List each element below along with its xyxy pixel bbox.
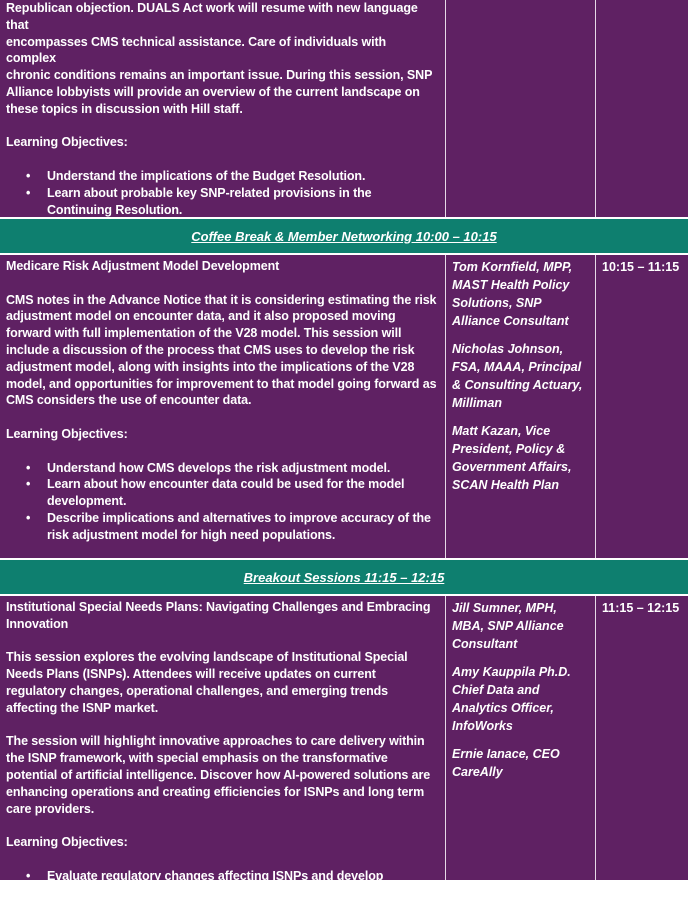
speaker-entry: Tom Kornfield, MPP, MAST Health Policy Solutions, SNP Alliance Consultant xyxy=(452,260,573,328)
session-time: 10:15 – 11:15 xyxy=(602,260,680,274)
session-description: CMS notes in the Advance Notice that it is considering estimating the risk adjustment model on encounter data, and it also proposed moving forward with full implementation of the V28 model. This session will include a discussion of the process that CMS uses to develop the risk adjustment model, along with insights into the implications of the V28 model, and opportunities for improvement to that model going forward as CMS considers the use of encounter data. xyxy=(6,292,437,408)
time-cell xyxy=(596,0,688,218)
session-title: Institutional Special Needs Plans: Navigating Challenges and Embracing Innovation xyxy=(6,600,431,631)
speaker-entry: Jill Sumner, MPH, MBA, SNP Alliance Consultant xyxy=(452,601,564,651)
agenda-row-legislative xyxy=(0,0,688,218)
time-cell xyxy=(596,255,688,559)
speaker-entry: Ernie Ianace, CEO CareAlly xyxy=(452,747,560,779)
session-description: The session will highlight innovative approaches to care delivery within the ISNP framework, with special emphasis on the transformative potential of artificial intelligence. Discover how AI-powered solutions are enhancing operations and creating efficiencies for ISNPs and long term care providers. xyxy=(6,734,431,816)
session-description-cell xyxy=(0,255,446,559)
session-time: 11:15 – 12:15 xyxy=(602,601,680,615)
session-description-cell xyxy=(0,0,446,218)
session-paragraph-line: Alliance lobbyists will provide an overview of the current landscape on xyxy=(6,84,420,99)
agenda-row-isnp xyxy=(0,596,688,917)
speaker-entry: Amy Kauppila Ph.D. Chief Data and Analytics Officer, InfoWorks xyxy=(452,665,571,733)
session-paragraph-line: encompasses CMS technical assistance. Care of individuals with complex xyxy=(6,34,387,66)
learning-objectives-heading: Learning Objectives: xyxy=(6,426,128,441)
session-paragraph-line: Republican objection. DUALS Act work will resume with new language that xyxy=(6,1,418,32)
objective-item: • Understand how CMS develops the risk adjustment model. xyxy=(47,460,439,477)
speaker-entry: Nicholas Johnson, FSA, MAAA, Principal & Consulting Actuary, Milliman xyxy=(452,342,583,410)
coffee-break-label: Coffee Break & Member Networking 10:00 – 10:15 xyxy=(191,228,497,244)
learning-objectives-heading: Learning Objectives: xyxy=(6,835,128,850)
speaker-entry: Matt Kazan, Vice President, Policy & Government Affairs, SCAN Health Plan xyxy=(452,424,572,492)
objective-item: • Understand the implications of the Budget Resolution. xyxy=(47,168,439,185)
session-title: Medicare Risk Adjustment Model Development xyxy=(6,259,280,273)
objectives-list xyxy=(6,868,439,918)
speakers-cell xyxy=(446,596,596,880)
session-description: This session explores the evolving landscape of Institutional Special Needs Plans (ISNPs). Attendees will receive updates on current regulatory changes, operational challenges, and emerging trends affecting the ISNP market. xyxy=(6,650,408,715)
session-paragraph-line: these topics in discussion with Hill staff. xyxy=(6,101,243,116)
speakers-cell xyxy=(446,255,596,559)
learning-objectives-heading: Learning Objectives: xyxy=(6,135,128,150)
objective-item: • Learn about how encounter data could be used for the model development. xyxy=(47,476,439,510)
objective-item: • Describe implications and alternatives to improve accuracy of the risk adjustment model for high need populations. xyxy=(47,510,439,544)
breakout-sessions-banner xyxy=(0,558,688,596)
speakers-cell xyxy=(446,0,596,218)
coffee-break-banner xyxy=(0,217,688,255)
session-description-cell xyxy=(0,596,446,917)
agenda-row-risk-adjustment xyxy=(0,255,688,559)
objectives-list xyxy=(6,460,439,544)
objective-item: • Learn about probable key SNP-related provisions in the Continuing Resolution. xyxy=(47,185,439,219)
time-cell xyxy=(596,596,688,880)
session-paragraph-line: chronic conditions remains an important issue. During this session, SNP xyxy=(6,68,433,83)
objective-item: • Evaluate regulatory changes affecting ISNPs and develop strategies to maintain compliance while optimizing care delivery and reimbursement models. xyxy=(47,868,439,918)
breakout-sessions-label: Breakout Sessions 11:15 – 12:15 xyxy=(243,569,445,585)
